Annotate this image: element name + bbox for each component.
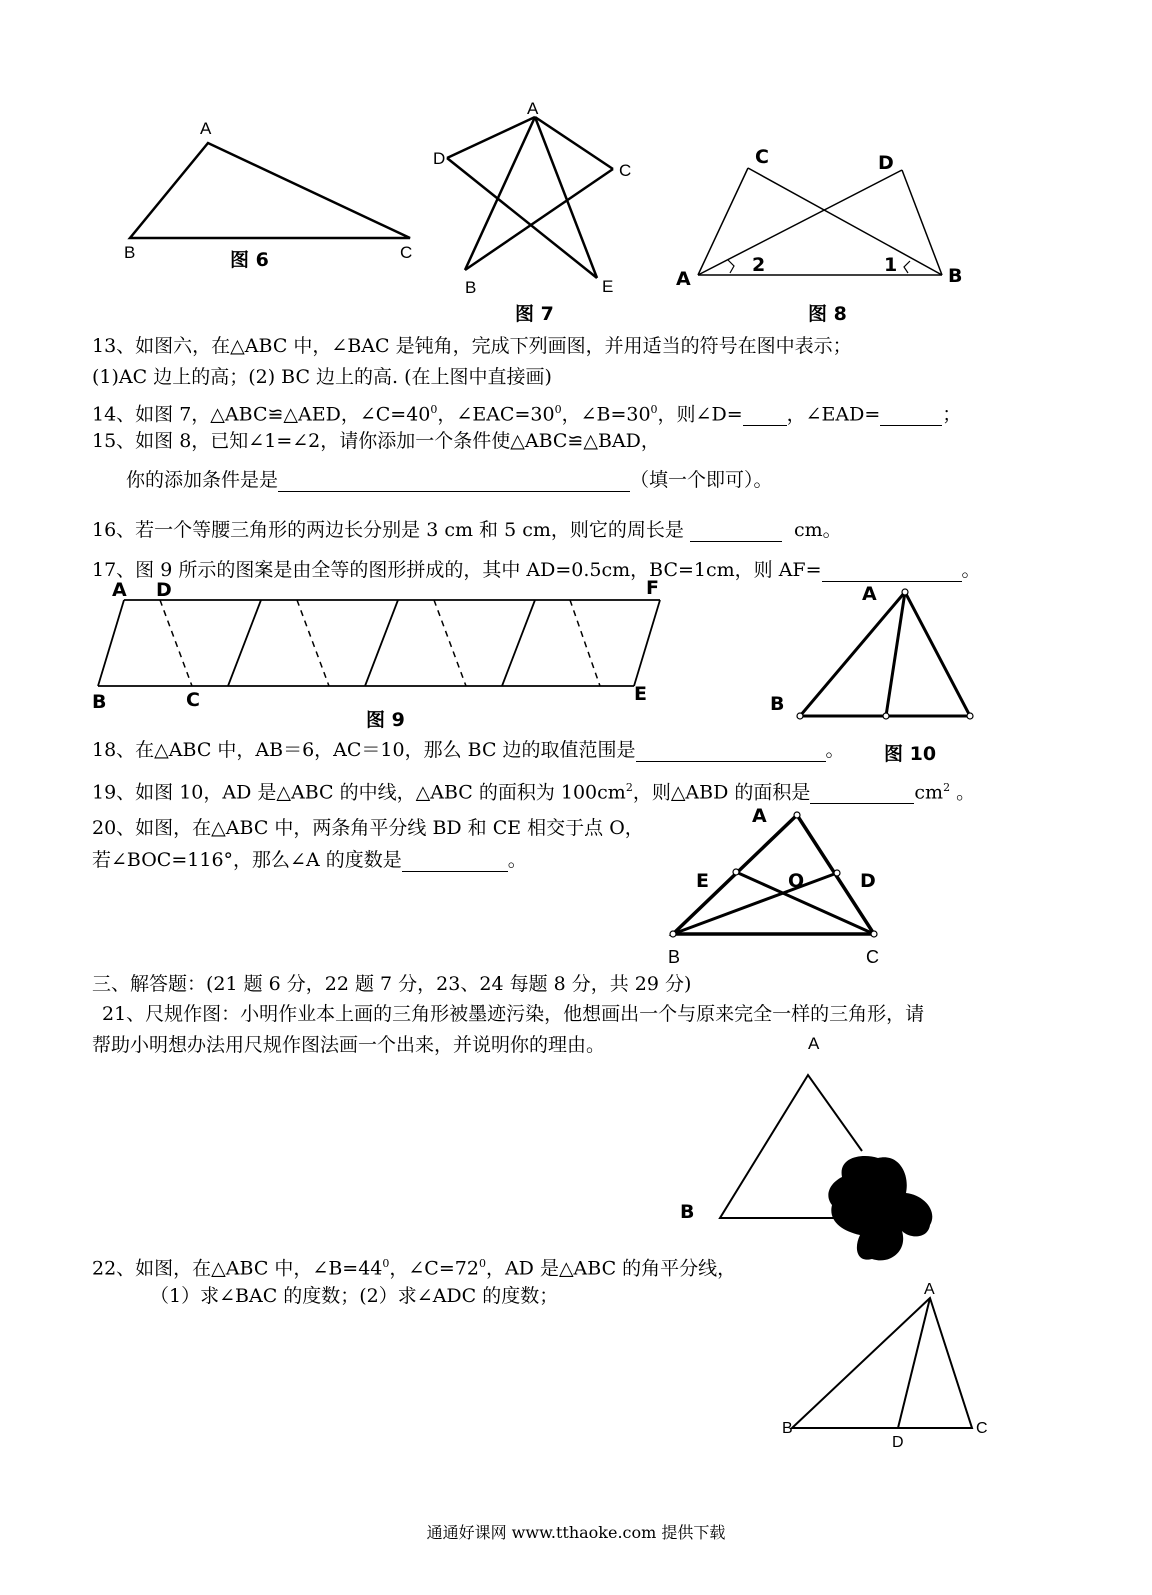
question-22-line-1: 22、如图，在△ABC 中，$\angle B=44^0$，$\angle C=72^0$，AD 是△ABC 的角平分线， bbox=[92, 1257, 737, 1280]
fig22-label-a: A bbox=[924, 1281, 935, 1298]
fig9-label-c: C bbox=[186, 689, 200, 711]
fig22-label-d: D bbox=[892, 1434, 904, 1451]
fig6-label-c: C bbox=[400, 243, 413, 262]
question-21-line-1: 21、尺规作图：小明作业本上画的三角形被墨迹污染，他想画出一个与原来完全一样的三角形，请 bbox=[102, 1003, 925, 1025]
figure-22 bbox=[770, 1270, 1010, 1470]
figure-8 bbox=[670, 140, 970, 330]
question-22-line-2: （1）求∠BAC 的度数；(2）求∠ADC 的度数； bbox=[150, 1285, 559, 1307]
fig20-label-e: E bbox=[696, 870, 709, 892]
fig8-angle-1: 1 bbox=[884, 254, 898, 276]
figure-21 bbox=[670, 1025, 950, 1270]
q15-blank[interactable] bbox=[278, 471, 630, 492]
fig21-label-a: A bbox=[808, 1034, 820, 1053]
fig7-label-b: B bbox=[465, 278, 477, 297]
question-15-line-2: 你的添加条件是是 （填一个即可）。 bbox=[126, 469, 773, 491]
fig20-label-o: O bbox=[788, 870, 805, 892]
fig9-caption: 图 9 bbox=[366, 709, 405, 730]
fig7-label-d: D bbox=[433, 149, 446, 168]
fig8-label-a: A bbox=[676, 268, 691, 290]
fig22-label-c: C bbox=[976, 1420, 988, 1437]
fig8-label-c: C bbox=[755, 146, 769, 168]
ink-blot bbox=[828, 1156, 932, 1260]
question-14: 14、如图 7，△ABC≌△AED，$\angle C=40^0$，$\angle EAC=30^0$，$\angle B=30^0$，则∠D= ，∠EAD= ； bbox=[92, 403, 962, 426]
fig9-label-b: B bbox=[92, 691, 107, 713]
fig21-label-b: B bbox=[680, 1201, 695, 1223]
fig20-label-d: D bbox=[860, 870, 876, 892]
section-3-heading: 三、解答题：(21 题 6 分，22 题 7 分，23、24 每题 8 分，共 29 分) bbox=[92, 973, 692, 995]
fig9-label-f: F bbox=[646, 578, 659, 599]
fig6-label-a: A bbox=[200, 119, 212, 138]
question-16: 16、若一个等腰三角形的两边长分别是 3 cm 和 5 cm，则它的周长是 cm。 bbox=[92, 519, 842, 541]
fig9-label-d: D bbox=[156, 579, 172, 601]
q16-blank[interactable] bbox=[690, 521, 782, 542]
fig22-label-b: B bbox=[782, 1420, 793, 1437]
fig8-label-d: D bbox=[878, 152, 894, 174]
figure-9 bbox=[88, 578, 668, 730]
q20-blank[interactable] bbox=[402, 851, 508, 872]
fig8-caption: 图 8 bbox=[808, 303, 847, 325]
fig7-label-c: C bbox=[619, 161, 632, 180]
page-footer: 通通好课网 www.tthaoke.com 提供下载 bbox=[426, 1523, 726, 1542]
q18-blank[interactable] bbox=[636, 741, 826, 762]
question-20-line-2: 若∠BOC=116°，那么∠A 的度数是 。 bbox=[92, 849, 527, 871]
fig9-label-e: E bbox=[634, 683, 647, 705]
question-21-line-2: 帮助小明想办法用尺规作图法画一个出来，并说明你的理由。 bbox=[92, 1034, 606, 1056]
figure-6 bbox=[110, 110, 430, 280]
fig9-label-a: A bbox=[112, 579, 127, 601]
q14-blank-d[interactable] bbox=[743, 405, 787, 426]
fig8-angle-2: 2 bbox=[752, 254, 766, 276]
question-17: 17、图 9 所示的图案是由全等的图形拼成的，其中 AD=0.5cm，BC=1cm，则 AF= 。 bbox=[92, 559, 981, 581]
fig8-label-b: B bbox=[948, 265, 963, 287]
fig20-label-b: B bbox=[668, 947, 681, 967]
q14-blank-ead[interactable] bbox=[880, 405, 942, 426]
fig7-label-a: A bbox=[527, 99, 539, 118]
question-20-line-1: 20、如图，在△ABC 中，两条角平分线 BD 和 CE 相交于点 O， bbox=[92, 817, 644, 839]
fig7-label-e: E bbox=[602, 277, 614, 296]
question-18: 18、在△ABC 中，AB＝6，AC＝10，那么 BC 边的取值范围是 。 bbox=[92, 739, 845, 761]
fig10-label-b: B bbox=[770, 693, 785, 715]
question-19: 19、如图 10，AD 是△ABC 的中线，△ABC 的面积为 $100cm^2$，则△ABD 的面积是 $cm^2$ 。 bbox=[92, 781, 976, 804]
question-13-line-2: (1)AC 边上的高；(2) BC 边上的高. (在上图中直接画) bbox=[92, 366, 552, 388]
fig10-label-a: A bbox=[862, 583, 877, 605]
question-13-line-1: 13、如图六，在△ABC 中，∠BAC 是钝角，完成下列画图，并用适当的符号在图中表示； bbox=[92, 335, 852, 357]
fig6-label-b: B bbox=[124, 243, 136, 262]
figure-7 bbox=[425, 95, 655, 330]
fig6-caption: 图 6 bbox=[230, 249, 269, 271]
question-15-line-1: 15、如图 8，已知∠1=∠2，请你添加一个条件使△ABC≌△BAD， bbox=[92, 430, 660, 452]
figure-20 bbox=[660, 800, 900, 970]
q17-blank[interactable] bbox=[822, 561, 962, 582]
fig7-caption: 图 7 bbox=[515, 303, 554, 325]
fig20-label-c: C bbox=[866, 947, 879, 967]
fig20-label-a: A bbox=[752, 805, 767, 827]
fig10-caption: 图 10 bbox=[884, 743, 937, 765]
